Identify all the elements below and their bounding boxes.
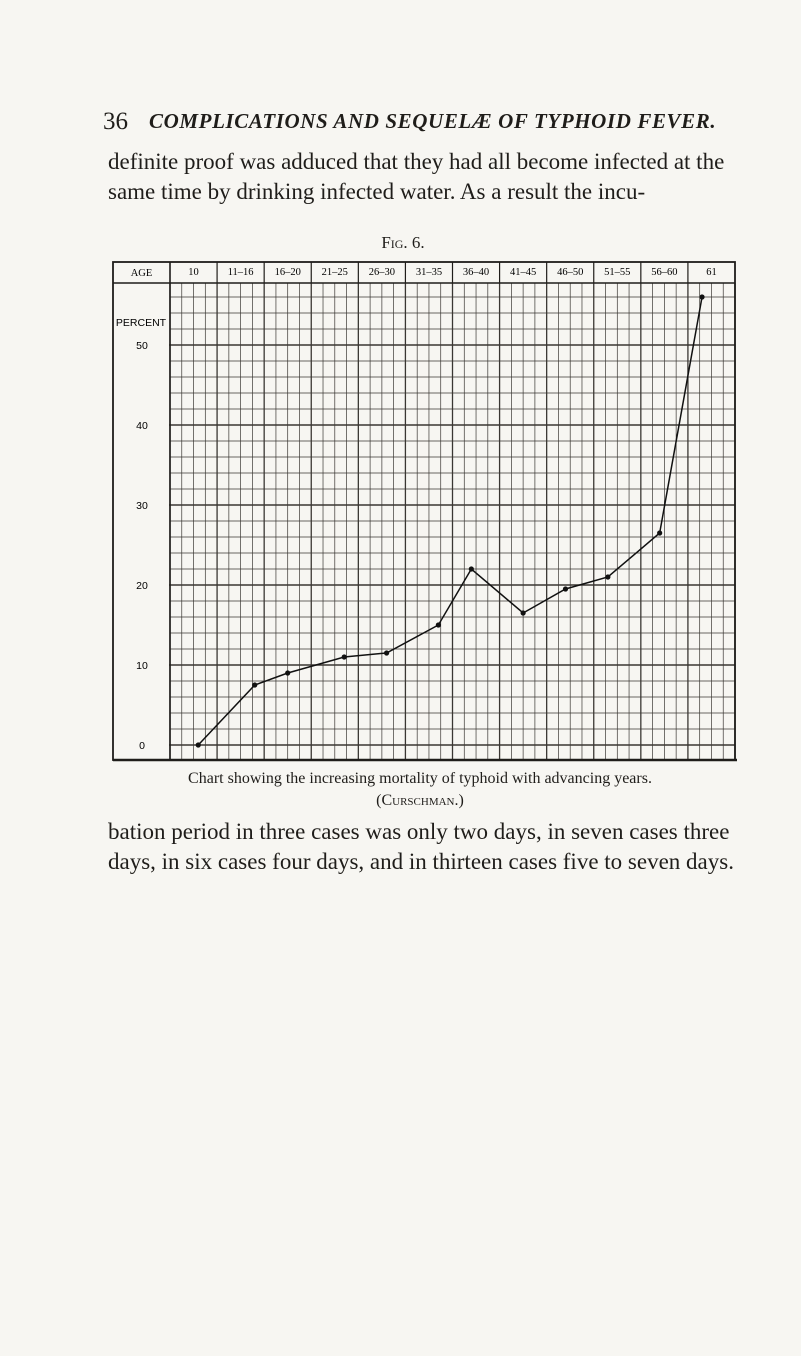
data-point bbox=[605, 574, 610, 579]
x-tick-label: 26–30 bbox=[368, 267, 395, 278]
x-tick-label: 36–40 bbox=[462, 267, 490, 278]
x-tick-label: 31–35 bbox=[415, 267, 443, 278]
age-header-row bbox=[131, 262, 717, 283]
x-tick-label: 51–55 bbox=[604, 267, 631, 278]
data-point bbox=[436, 622, 441, 627]
x-tick-label: 46–50 bbox=[557, 267, 584, 278]
y-tick-label: 20 bbox=[136, 580, 148, 592]
y-tick-label: 40 bbox=[136, 420, 148, 432]
data-point bbox=[469, 566, 474, 571]
x-tick-label: 11–16 bbox=[227, 267, 254, 278]
x-tick-label: 21–25 bbox=[321, 267, 348, 278]
y-tick-label: 10 bbox=[136, 660, 148, 672]
x-tick-label: 10 bbox=[188, 267, 199, 278]
y-tick-label: 0 bbox=[139, 740, 145, 752]
data-point bbox=[563, 586, 568, 591]
y-axis-label: PERCENT bbox=[115, 317, 167, 329]
figure-caption: Chart showing the increasing mortality of typhoid with advancing years. bbox=[188, 770, 652, 787]
chart-frame bbox=[113, 262, 735, 760]
data-point bbox=[196, 742, 201, 747]
x-axis-label: AGE bbox=[130, 268, 153, 279]
figure-label: Fig. 6. bbox=[381, 233, 425, 252]
figure-caption-source: (Curschman.) bbox=[376, 792, 464, 809]
x-tick-label: 56–60 bbox=[651, 267, 678, 278]
data-point bbox=[384, 650, 389, 655]
paragraph-bottom: bation period in three cases was only two days, in seven cases three days, in six cases four days, and in thirteen cases five to seven days. bbox=[108, 819, 734, 874]
data-point bbox=[285, 670, 290, 675]
running-head: COMPLICATIONS AND SEQUELÆ OF TYPHOID FEVER. bbox=[149, 109, 717, 133]
x-tick-label: 16–20 bbox=[274, 267, 301, 278]
y-tick-label: 50 bbox=[136, 340, 148, 352]
data-point bbox=[657, 530, 662, 535]
data-point bbox=[342, 654, 347, 659]
data-point bbox=[699, 294, 704, 299]
data-point bbox=[521, 610, 526, 615]
x-tick-label: 61 bbox=[706, 267, 717, 278]
y-tick-label: 30 bbox=[136, 500, 148, 512]
page-number: 36 bbox=[103, 108, 128, 135]
grid bbox=[170, 283, 735, 760]
paragraph-top: definite proof was adduced that they had all become infected at the same time by drinking infected water. As a result the incu- bbox=[108, 149, 725, 204]
data-point bbox=[252, 682, 257, 687]
x-tick-label: 41–45 bbox=[510, 267, 537, 278]
